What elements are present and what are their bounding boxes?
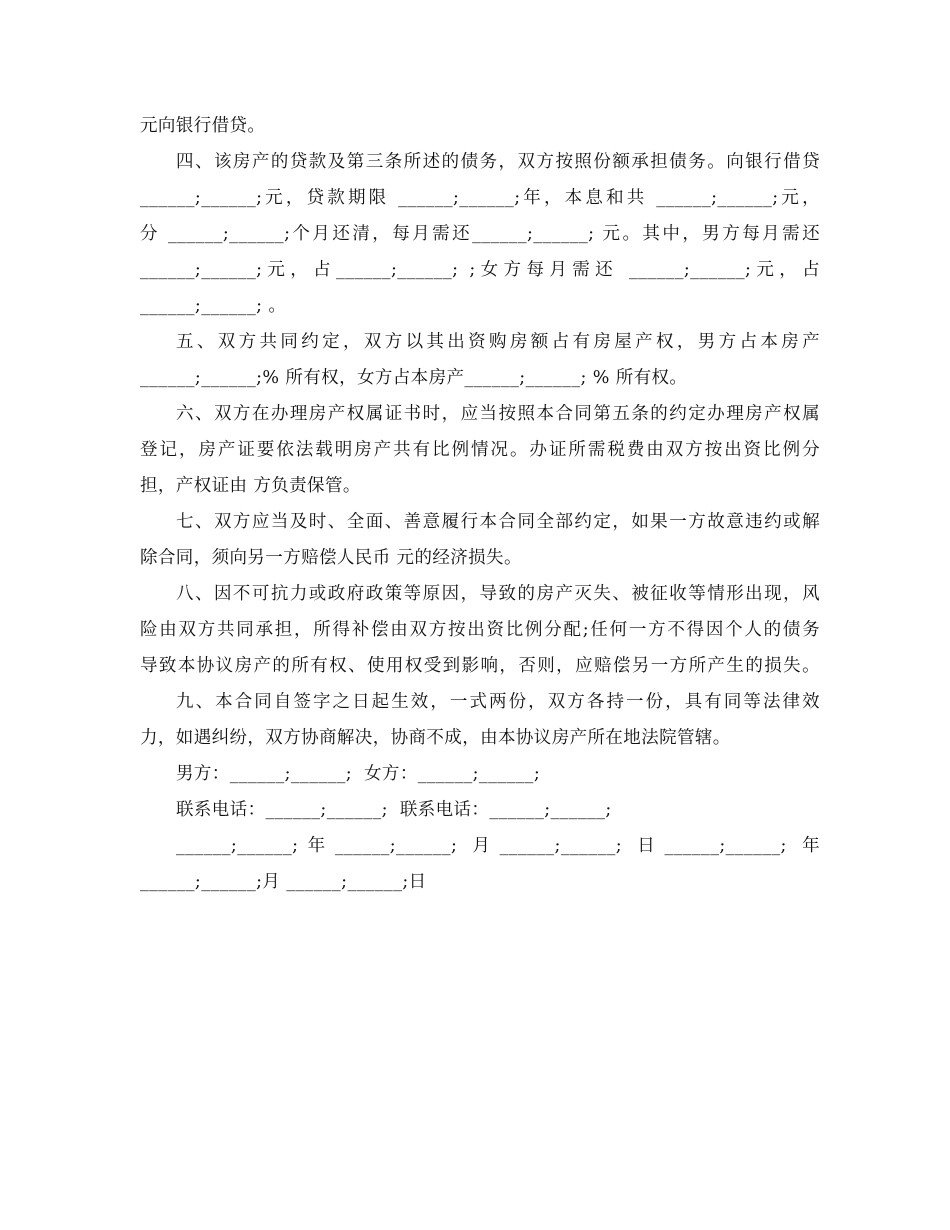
clause-8-line: 导致本协议房产的所有权、使用权受到影响，否则，应赔偿另一方所产生的损失。 [140,656,820,676]
clause-9-line: 力，如遇纠纷，双方协商解决，协商不成，由本协议房产所在地法院管辖。 [140,728,731,748]
clause-4-line: 四、该房产的贷款及第三条所述的债务，双方按照份额承担债务。向银行借贷 [176,152,820,172]
contract-page [140,114,820,906]
clause-6-line: 担，产权证由 方负责保管。 [140,476,361,496]
clause-6-line: 六、双方在办理房产权属证书时，应当按照本合同第五条的约定办理房产权属 [176,404,820,424]
date-line: ______;______;月 ______;______;日 [140,872,427,892]
clause-4-line: ______;______; 。 [140,296,287,316]
clause-5-line: ______;______;% 所有权，女方占本房产______;______; % 所有权。 [140,368,688,388]
clause-4-line: 分 ______;______;个月还清，每月需还______;______; 元。其中，男方每月需还 [140,224,820,244]
clause-6-line: 登记，房产证要依法载明房产共有比例情况。办证所需税费由双方按出资比例分 [140,440,820,460]
clause-7-line: 除合同，须向另一方赔偿人民币 元的经济损失。 [140,548,522,568]
clause-8-line: 八、因不可抗力或政府政策等原因，导致的房产灭失、被征收等情形出现，风 [176,584,820,604]
clause-7-line: 七、双方应当及时、全面、善意履行本合同全部约定，如果一方故意违约或解 [176,512,820,532]
date-line: ______;______;年______;______; 月______;______; 日______;______; 年 [176,836,820,856]
text-line: 元向银行借贷。 [140,116,266,136]
signature-parties-line: 男方：______;______; 女方：______;______; [176,764,541,784]
clause-4-line: ______;______;元，贷款期限 ______;______;年，本息和共 ______;______;元， [140,188,820,208]
clause-4-line: ______;______;元，占______;______; ;女方每月需还 ______;______;元，占 [140,260,820,280]
contact-phone-line: 联系电话：______;______; 联系电话：______;______; [176,800,612,820]
clause-9-line: 九、本合同自签字之日起生效，一式两份，双方各持一份，具有同等法律效 [176,692,820,712]
clause-5-line: 五、双方共同约定，双方以其出资购房额占有房屋产权，男方占本房产 [176,332,820,352]
clause-8-line: 险由双方共同承担，所得补偿由双方按出资比例分配;任何一方不得因个人的债务 [140,620,820,640]
